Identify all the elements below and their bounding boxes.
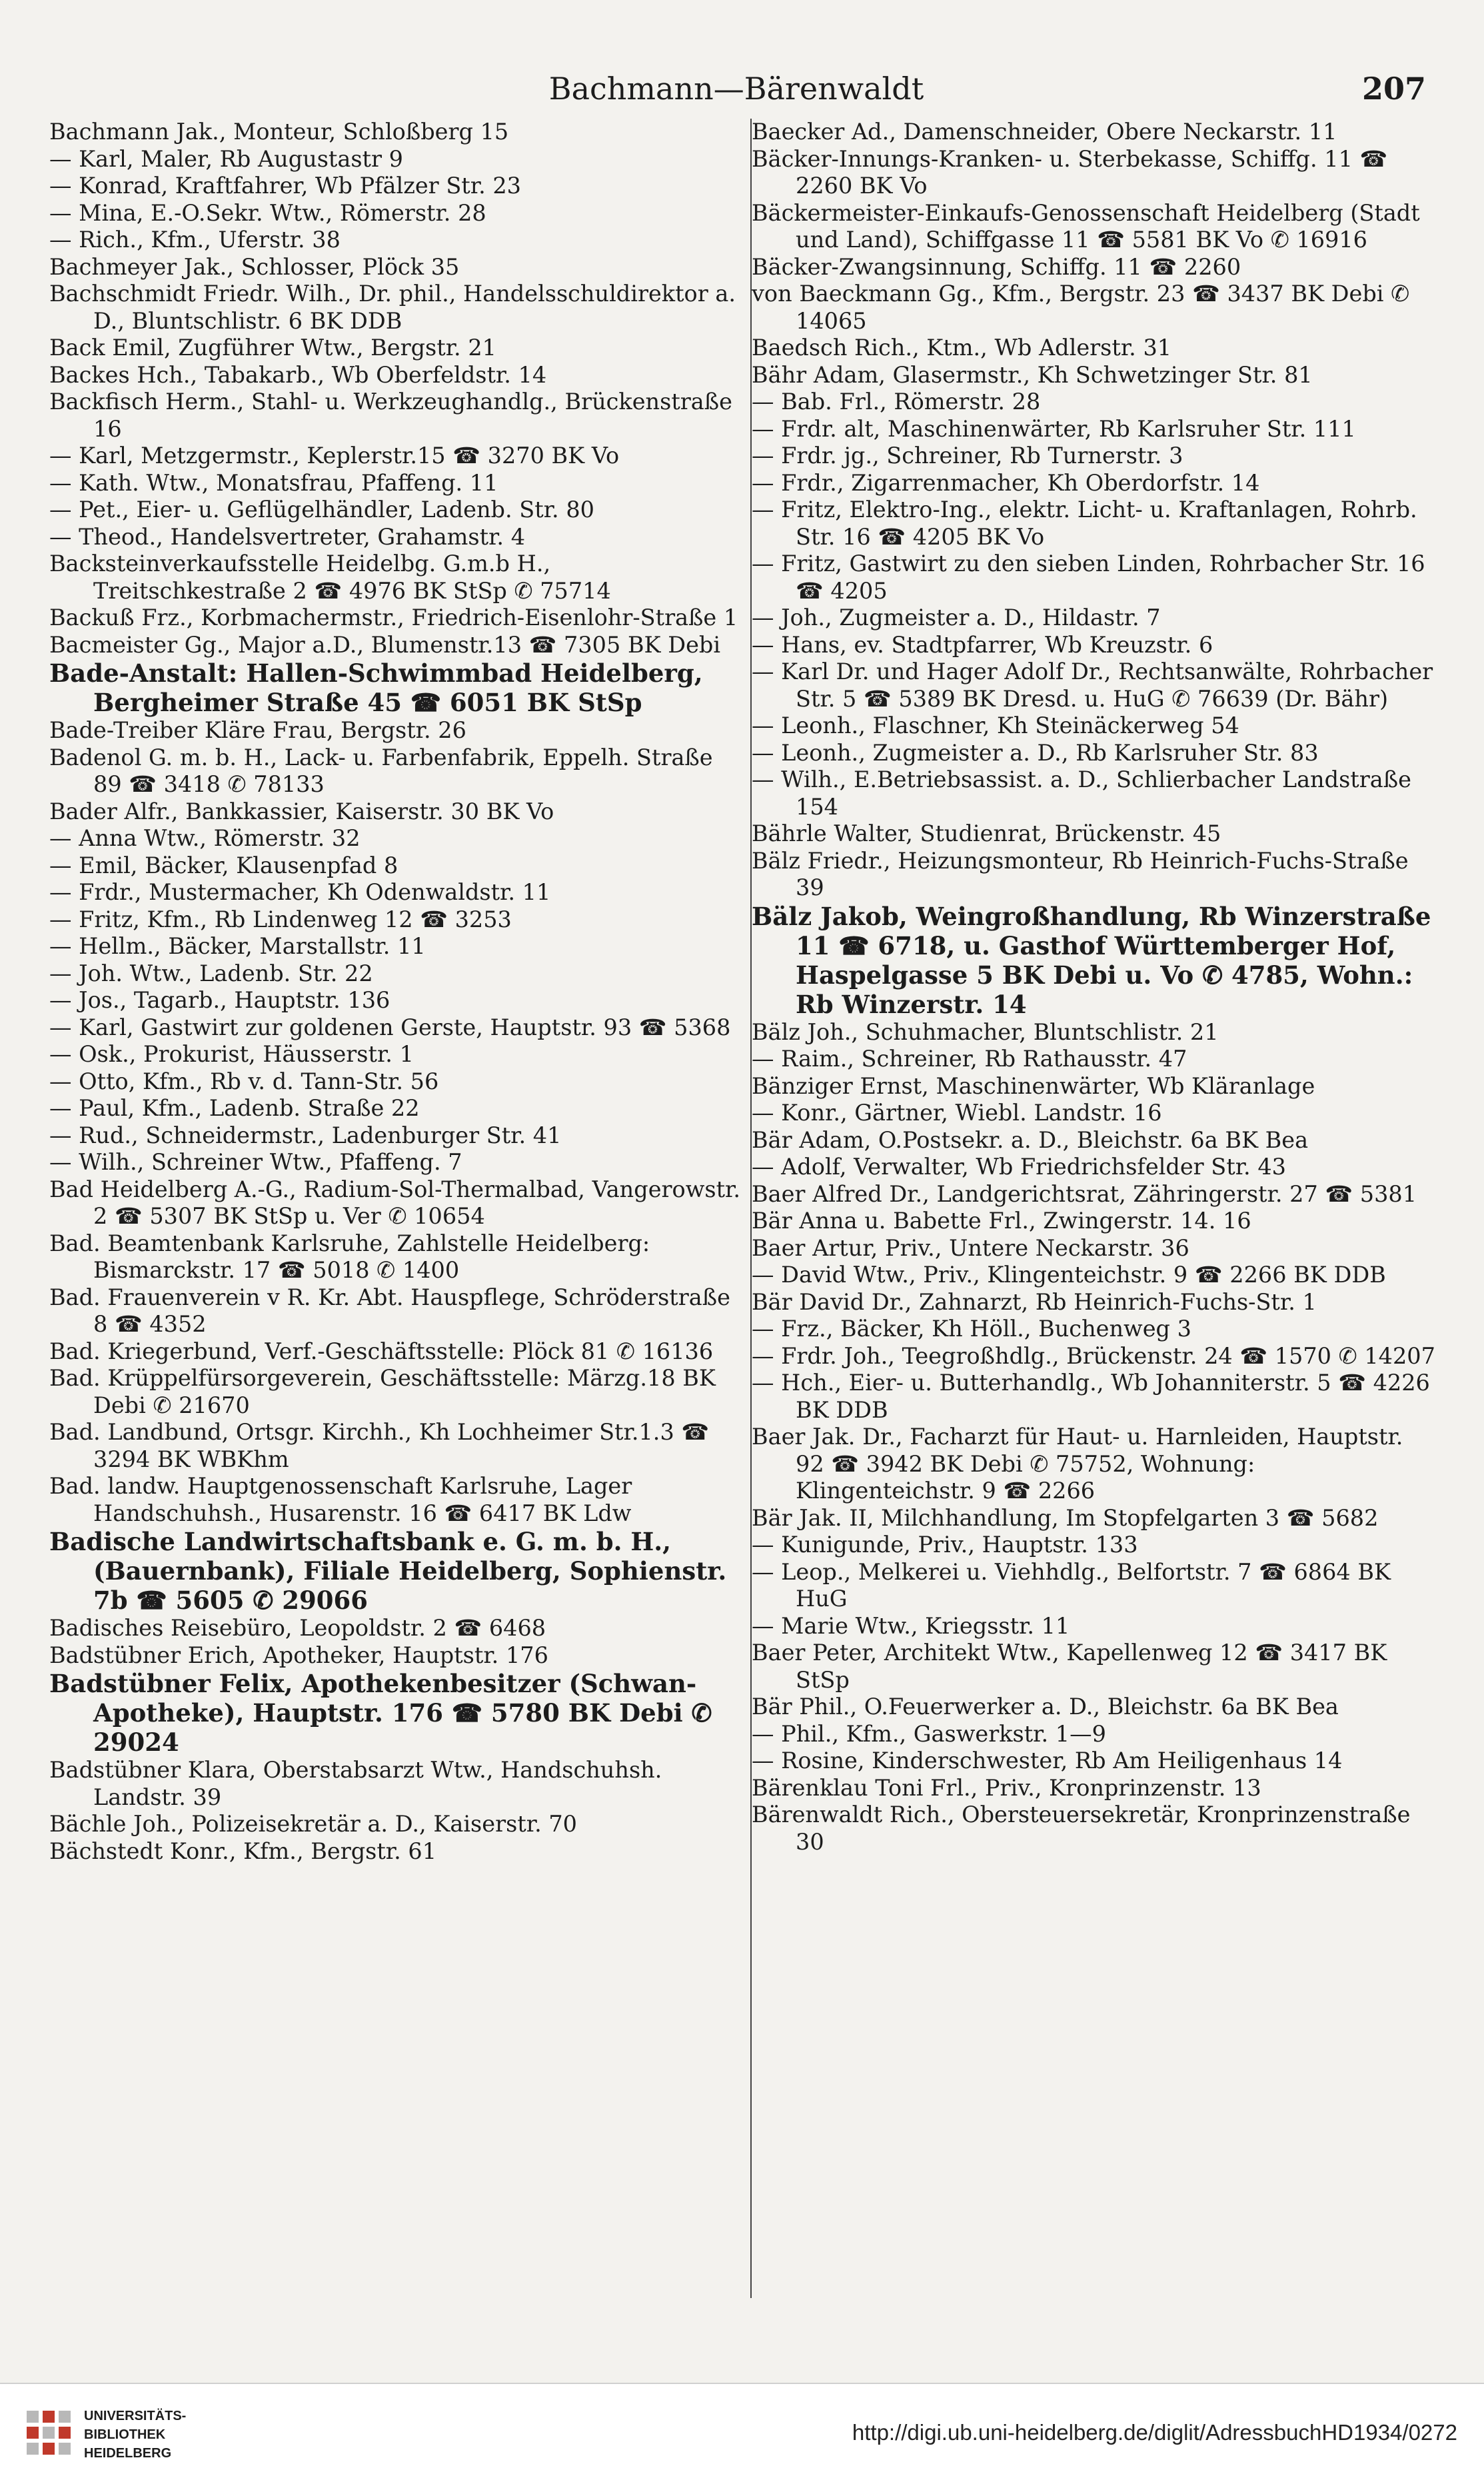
directory-entry: Baecker Ad., Damenschneider, Obere Neckarstr. 11	[752, 119, 1337, 145]
directory-entry: Badstübner Klara, Oberstabsarzt Wtw., Handschuhsh. Landstr. 39	[49, 1757, 662, 1810]
directory-entry: Bähr Adam, Glasermstr., Kh Schwetzinger Str. 81	[752, 361, 1313, 388]
directory-entry: — Rud., Schneidermstr., Ladenburger Str. 41	[49, 1122, 562, 1148]
page-header	[47, 67, 1426, 107]
directory-entry: — Frdr. alt, Maschinenwärter, Rb Karlsruher Str. 111	[752, 415, 1356, 442]
library-name-line: UNIVERSITÄTS-	[84, 2409, 187, 2423]
page-number: 207	[1361, 71, 1426, 107]
directory-entry: — Frz., Bäcker, Kh Höll., Buchenweg 3	[752, 1316, 1191, 1342]
directory-entry: — Joh. Wtw., Ladenb. Str. 22	[49, 960, 373, 986]
directory-entry: Badische Landwirtschaftsbank e. G. m. b. H., (Bauernbank), Filiale Heidelberg, Sophienstr. 7b ☎ 5605 ✆ 29066	[49, 1527, 727, 1615]
directory-entry: Bänziger Ernst, Maschinenwärter, Wb Kläranlage	[752, 1072, 1315, 1099]
directory-entry: — Fritz, Gastwirt zu den sieben Linden, Rohrbacher Str. 16 ☎ 4205	[752, 551, 1425, 604]
right-column	[752, 119, 1438, 1856]
directory-entry: — Bab. Frl., Römerstr. 28	[752, 389, 1041, 415]
left-column	[49, 119, 752, 2298]
directory-entry: Bad. Beamtenbank Karlsruhe, Zahlstelle Heidelberg: Bismarckstr. 17 ☎ 5018 ✆ 1400	[49, 1230, 650, 1283]
directory-entry: Bälz Jakob, Weingroßhandlung, Rb Winzerstraße 11 ☎ 6718, u. Gasthof Württemberger Hof, Haspelgasse 5 BK Debi u. Vo ✆ 4785, Wohn.: Rb Winzerstr. 14	[752, 901, 1431, 1019]
directory-entry: Bärenwaldt Rich., Obersteuersekretär, Kronprinzenstraße 30	[752, 1802, 1411, 1855]
directory-entry: Badisches Reisebüro, Leopoldstr. 2 ☎ 6468	[49, 1615, 546, 1641]
directory-entry: — Adolf, Verwalter, Wb Friedrichsfelder Str. 43	[752, 1154, 1286, 1180]
directory-entry: Backfisch Herm., Stahl- u. Werkzeughandlg., Brückenstraße 16	[49, 389, 732, 442]
directory-entry: Bälz Friedr., Heizungsmonteur, Rb Heinrich-Fuchs-Straße 39	[752, 847, 1409, 900]
directory-entry: — Hch., Eier- u. Butterhandlg., Wb Johanniterstr. 5 ☎ 4226 BK DDB	[752, 1370, 1430, 1423]
directory-entry: Bachmann Jak., Monteur, Schloßberg 15	[49, 119, 509, 145]
footer	[0, 2383, 1484, 2488]
directory-entry: — Fritz, Kfm., Rb Lindenweg 12 ☎ 3253	[49, 906, 512, 932]
directory-entry: — Rosine, Kinderschwester, Rb Am Heiligenhaus 14	[752, 1748, 1343, 1774]
directory-entry: Bär Jak. II, Milchhandlung, Im Stopfelgarten 3 ☎ 5682	[752, 1504, 1379, 1531]
directory-entry: — Konr., Gärtner, Wiebl. Landstr. 16	[752, 1100, 1162, 1126]
directory-entry: — Anna Wtw., Römerstr. 32	[49, 825, 361, 851]
directory-entry: Badenol G. m. b. H., Lack- u. Farbenfabrik, Eppelh. Straße 89 ☎ 3418 ✆ 78133	[49, 744, 713, 797]
directory-entry: — Osk., Prokurist, Häusserstr. 1	[49, 1041, 414, 1067]
directory-entry: — Raim., Schreiner, Rb Rathausstr. 47	[752, 1046, 1187, 1072]
directory-entry: Bad Heidelberg A.-G., Radium-Sol-Thermalbad, Vangerowstr. 2 ☎ 5307 BK StSp u. Ver ✆ 10654	[49, 1176, 741, 1229]
directory-entry: — Frdr., Zigarrenmacher, Kh Oberdorfstr. 14	[752, 469, 1260, 496]
directory-entry: Bäcker-Innungs-Kranken- u. Sterbekasse, Schiffg. 11 ☎ 2260 BK Vo	[752, 145, 1388, 199]
directory-entry: Bär Adam, O.Postsekr. a. D., Bleichstr. 6a BK Bea	[752, 1126, 1309, 1153]
directory-entry: Badstübner Erich, Apotheker, Hauptstr. 176	[49, 1642, 548, 1668]
directory-entry: — Jos., Tagarb., Hauptstr. 136	[49, 987, 390, 1013]
directory-entry: Bäcker-Zwangsinnung, Schiffg. 11 ☎ 2260	[752, 253, 1241, 280]
directory-entry: Baer Peter, Architekt Wtw., Kapellenweg 12 ☎ 3417 BK StSp	[752, 1640, 1387, 1693]
directory-entry: — Karl Dr. und Hager Adolf Dr., Rechtsanwälte, Rohrbacher Str. 5 ☎ 5389 BK Dresd. u. HuG ✆ 76639 (Dr. Bähr)	[752, 658, 1433, 712]
directory-entry: — Pet., Eier- u. Geflügelhändler, Ladenb. Str. 80	[49, 497, 594, 523]
directory-entry: Badstübner Felix, Apothekenbesitzer (Schwan-Apotheke), Hauptstr. 176 ☎ 5780 BK Debi ✆ 29024	[49, 1669, 712, 1757]
directory-entry: Bär David Dr., Zahnarzt, Rb Heinrich-Fuchs-Str. 1	[752, 1288, 1317, 1315]
directory-entry: Bälz Joh., Schuhmacher, Bluntschlistr. 21	[752, 1018, 1219, 1045]
directory-entry: Back Emil, Zugführer Wtw., Bergstr. 21	[49, 335, 496, 361]
directory-entry: — Konrad, Kraftfahrer, Wb Pfälzer Str. 23	[49, 173, 521, 199]
running-head: Bachmann—Bärenwaldt	[548, 71, 924, 107]
directory-entry: — Leonh., Zugmeister a. D., Rb Karlsruher Str. 83	[752, 739, 1319, 766]
directory-entry: — Karl, Gastwirt zur goldenen Gerste, Hauptstr. 93 ☎ 5368	[49, 1014, 731, 1040]
directory-entry: — Hellm., Bäcker, Marstallstr. 11	[49, 933, 426, 959]
directory-entry: Bade-Treiber Kläre Frau, Bergstr. 26	[49, 717, 466, 743]
directory-entry: — Frdr. Joh., Teegroßhdlg., Brückenstr. 24 ☎ 1570 ✆ 14207	[752, 1342, 1435, 1369]
directory-entry: Baer Alfred Dr., Landgerichtsrat, Zähringerstr. 27 ☎ 5381	[752, 1180, 1417, 1207]
directory-entry: Bährle Walter, Studienrat, Brückenstr. 45	[752, 820, 1221, 846]
directory-entry: von Baeckmann Gg., Kfm., Bergstr. 23 ☎ 3437 BK Debi ✆ 14065	[752, 281, 1410, 334]
directory-entry: Bär Phil., O.Feuerwerker a. D., Bleichstr. 6a BK Bea	[752, 1694, 1339, 1720]
directory-entry: — Frdr. jg., Schreiner, Rb Turnerstr. 3	[752, 443, 1183, 469]
directory-entry: — Leonh., Flaschner, Kh Steinäckerweg 54	[752, 712, 1239, 738]
source-url-link[interactable]: http://digi.ub.uni-heidelberg.de/diglit/AdressbuchHD1934/0272	[852, 2420, 1457, 2445]
directory-entry: — Otto, Kfm., Rb v. d. Tann-Str. 56	[49, 1068, 439, 1094]
library-name-line: BIBLIOTHEK	[84, 2427, 166, 2442]
directory-entry: Backsteinverkaufsstelle Heidelbg. G.m.b H., Treitschkestraße 2 ☎ 4976 BK StSp ✆ 75714	[49, 551, 611, 604]
directory-entry: — Theod., Handelsvertreter, Grahamstr. 4	[49, 523, 526, 550]
directory-entry: Bader Alfr., Bankkassier, Kaiserstr. 30 BK Vo	[49, 798, 554, 824]
directory-entry: Backuß Frz., Korbmachermstr., Friedrich-Eisenlohr-Straße 1	[49, 605, 738, 630]
directory-entry: Backes Hch., Tabakarb., Wb Oberfeldstr. 14	[49, 361, 547, 388]
directory-entry: — Wilh., Schreiner Wtw., Pfaffeng. 7	[49, 1149, 462, 1175]
directory-entry: Baer Artur, Priv., Untere Neckarstr. 36	[752, 1234, 1189, 1261]
directory-entry: — Phil., Kfm., Gaswerkstr. 1—9	[752, 1720, 1106, 1747]
directory-entry: Bärenklau Toni Frl., Priv., Kronprinzenstr. 13	[752, 1774, 1261, 1801]
directory-entry: Bad. Kriegerbund, Verf.-Geschäftsstelle: Plöck 81 ✆ 16136	[49, 1338, 714, 1364]
directory-entry: Bächle Joh., Polizeisekretär a. D., Kaiserstr. 70	[49, 1811, 577, 1837]
directory-entry: — Paul, Kfm., Ladenb. Straße 22	[49, 1095, 420, 1121]
directory-entry: — Karl, Maler, Rb Augustastr 9	[49, 145, 403, 172]
directory-entry: — Wilh., E.Betriebsassist. a. D., Schlierbacher Landstraße 154	[752, 766, 1411, 820]
directory-entry: — Joh., Zugmeister a. D., Hildastr. 7	[752, 605, 1161, 630]
directory-entry: Baedsch Rich., Ktm., Wb Adlerstr. 31	[752, 335, 1172, 361]
directory-entry: Bad. Frauenverein v R. Kr. Abt. Hauspflege, Schröderstraße 8 ☎ 4352	[49, 1284, 730, 1337]
directory-entry: — Kunigunde, Priv., Hauptstr. 133	[752, 1532, 1138, 1558]
directory-entry: Bächstedt Konr., Kfm., Bergstr. 61	[49, 1838, 437, 1864]
directory-entry: Bachschmidt Friedr. Wilh., Dr. phil., Handelsschuldirektor a. D., Bluntschlistr. 6 BK DDB	[49, 281, 736, 334]
directory-entry: Bacmeister Gg., Major a.D., Blumenstr.13 ☎ 7305 BK Debi	[49, 631, 721, 658]
directory-entry: Baer Jak. Dr., Facharzt für Haut- u. Harnleiden, Hauptstr. 92 ☎ 3942 BK Debi ✆ 75752, Wohnung: Klingenteichstr. 9 ☎ 2266	[752, 1424, 1403, 1504]
directory-entry: — David Wtw., Priv., Klingenteichstr. 9 ☎ 2266 BK DDB	[752, 1262, 1386, 1288]
directory-entry: — Mina, E.-O.Sekr. Wtw., Römerstr. 28	[49, 199, 486, 226]
directory-entry: — Hans, ev. Stadtpfarrer, Wb Kreuzstr. 6	[752, 631, 1213, 658]
directory-entry: — Emil, Bäcker, Klausenpfad 8	[49, 852, 398, 878]
directory-entry: — Leop., Melkerei u. Viehhdlg., Belfortstr. 7 ☎ 6864 BK HuG	[752, 1558, 1391, 1612]
directory-entry: — Kath. Wtw., Monatsfrau, Pfaffeng. 11	[49, 469, 498, 496]
directory-entry: Bad. landw. Hauptgenossenschaft Karlsruhe, Lager Handschuhsh., Husarenstr. 16 ☎ 6417 BK Ldw	[49, 1473, 632, 1526]
directory-entry: — Karl, Metzgermstr., Keplerstr.15 ☎ 3270 BK Vo	[49, 443, 620, 469]
directory-entry: Bade-Anstalt: Hallen-Schwimmbad Heidelberg, Bergheimer Straße 45 ☎ 6051 BK StSp	[49, 658, 703, 717]
directory-entry: — Fritz, Elektro-Ing., elektr. Licht- u. Kraftanlagen, Rohrb. Str. 16 ☎ 4205 BK Vo	[752, 497, 1417, 550]
directory-entry: — Rich., Kfm., Uferstr. 38	[49, 227, 341, 253]
directory-entry: Bäckermeister-Einkaufs-Genossenschaft Heidelberg (Stadt und Land), Schiffgasse 11 ☎ 5581 BK Vo ✆ 16916	[752, 199, 1420, 253]
directory-entry: — Frdr., Mustermacher, Kh Odenwaldstr. 11	[49, 879, 551, 905]
directory-entry: Bad. Landbund, Ortsgr. Kirchh., Kh Lochheimer Str.1.3 ☎ 3294 BK WBKhm	[49, 1419, 710, 1472]
library-logo-icon	[27, 2411, 73, 2457]
directory-entry: — Marie Wtw., Kriegsstr. 11	[752, 1612, 1070, 1639]
library-name	[84, 2407, 186, 2463]
directory-entry: Bär Anna u. Babette Frl., Zwingerstr. 14. 16	[752, 1208, 1251, 1234]
directory-entry: Bad. Krüppelfürsorgeverein, Geschäftsstelle: Märzg.18 BK Debi ✆ 21670	[49, 1365, 716, 1418]
library-name-line: HEIDELBERG	[84, 2446, 172, 2461]
directory-entry: Bachmeyer Jak., Schlosser, Plöck 35	[49, 253, 460, 280]
